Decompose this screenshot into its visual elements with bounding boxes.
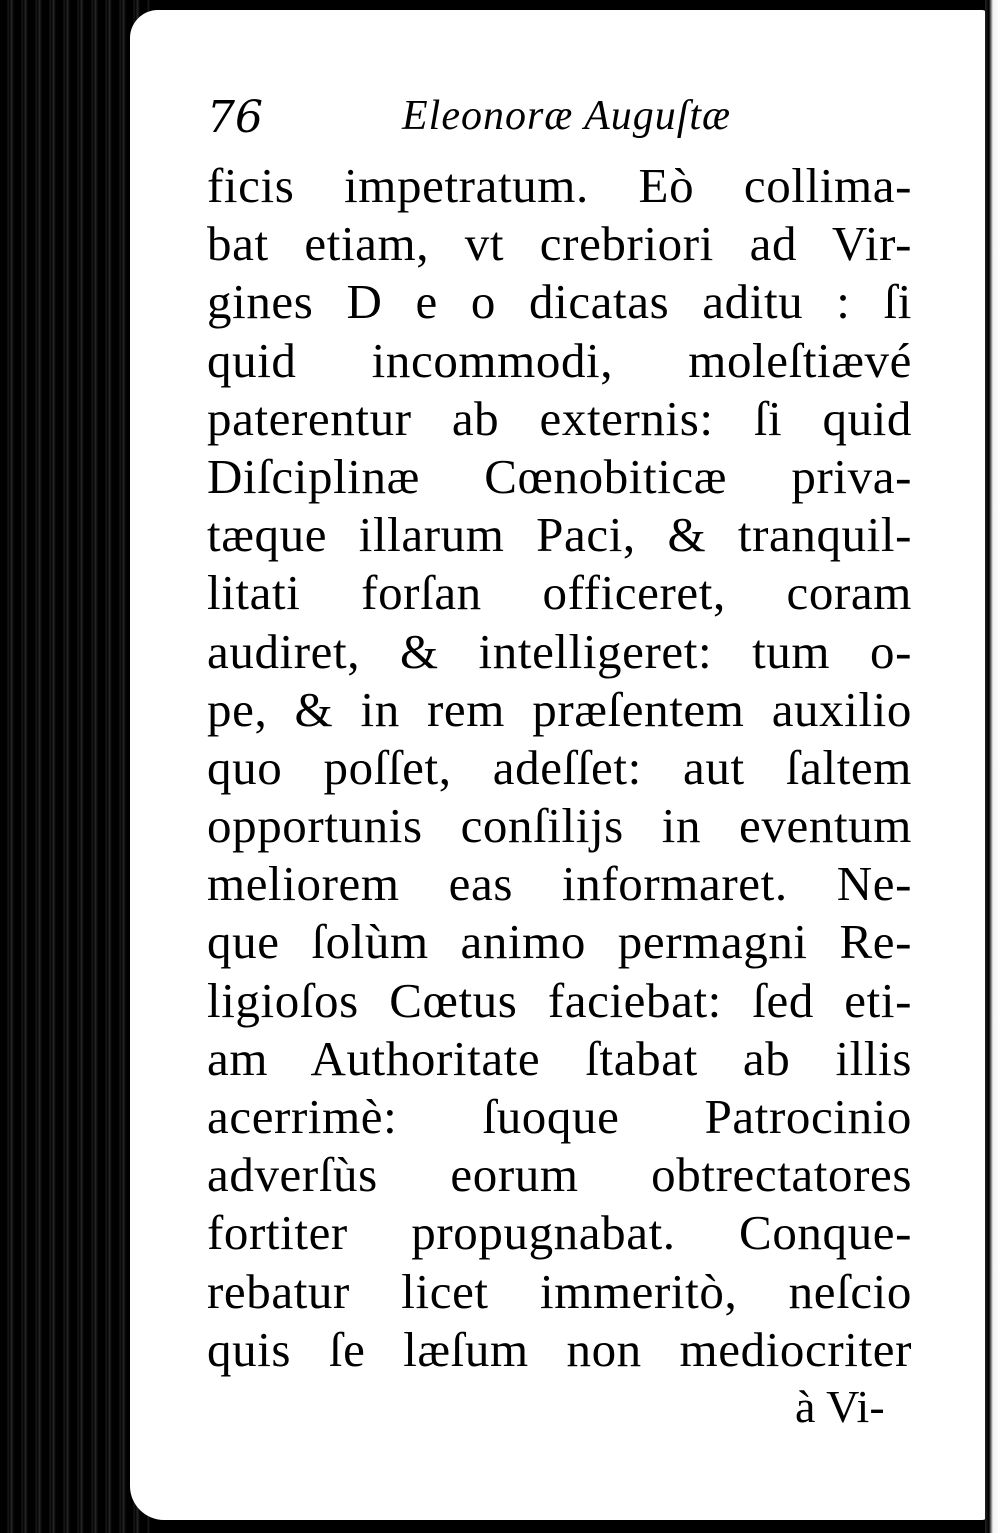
text-line: quid incommodi, moleſtiævé [207, 332, 912, 388]
text-line: ligioſos Cœtus faciebat: ſed eti- [207, 972, 912, 1028]
body-text [207, 157, 912, 1379]
page-number: 76 [207, 92, 263, 143]
text-line: bat etiam, vt crebriori ad Vir- [207, 216, 912, 272]
text-line: tæque illarum Paci, & tranquil- [207, 507, 912, 563]
page-header [207, 92, 807, 152]
text-line: audiret, & intelligeret: tum o- [207, 623, 912, 679]
text-line: meliorem eas informaret. Ne- [207, 856, 912, 912]
text-line: quis ſe læſum non mediocriter [207, 1321, 912, 1377]
text-line: rebatur licet immeritò, neſcio [207, 1263, 912, 1319]
page-right-edge [985, 0, 1000, 1533]
text-line: Diſciplinæ Cœnobiticæ priva- [207, 448, 912, 504]
text-line: gines D e o dicatas aditu : ſi [207, 274, 912, 330]
text-line: quo poſſet, adeſſet: aut ſaltem [207, 739, 912, 795]
text-line: pe, & in rem præſentem auxilio [207, 681, 912, 737]
catchword: à Vi- [795, 1381, 885, 1432]
text-line: litati forſan officeret, coram [207, 565, 912, 621]
text-line: am Authoritate ſtabat ab illis [207, 1030, 912, 1086]
text-line: que ſolùm animo permagni Re- [207, 914, 912, 970]
text-line: ficis impetratum. Eò collima- [207, 158, 912, 213]
text-line: paterentur ab externis: ſi quid [207, 390, 912, 446]
text-line: fortiter propugnabat. Conque- [207, 1205, 912, 1261]
text-line: opportunis conſilijs in eventum [207, 798, 912, 854]
book-spine-shadow [0, 0, 150, 1533]
running-title: Eleonoræ Auguſtæ [402, 93, 732, 139]
text-line: acerrimè: ſuoque Patrocinio [207, 1089, 912, 1144]
text-line: adverſùs eorum obtrectatores [207, 1147, 912, 1203]
